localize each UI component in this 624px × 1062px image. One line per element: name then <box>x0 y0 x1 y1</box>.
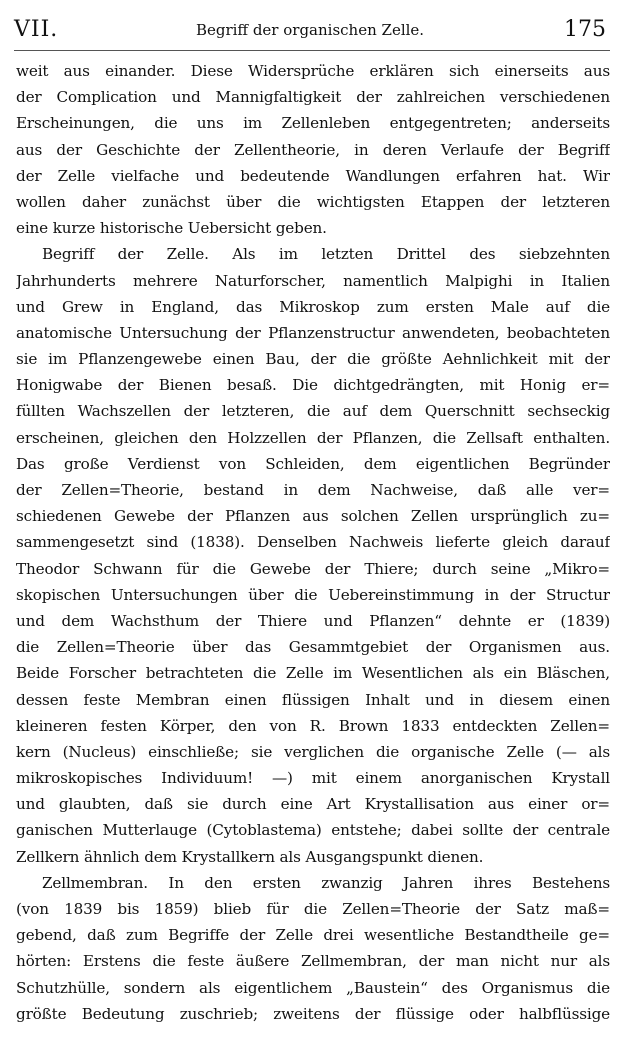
text-line: und glaubten, daß sie durch eine Art Krystallisation aus einer or= <box>16 795 610 814</box>
text-line: eine kurze historische Uebersicht geben. <box>16 219 327 238</box>
text-line: skopischen Untersuchungen über die Uebereinstimmung in der Structur <box>16 585 610 604</box>
text-line: die Zellen=Theorie über das Gesammtgebiet der Organismen aus. <box>16 638 610 657</box>
text-line: Erscheinungen, die uns im Zellenleben entgegentreten; anderseits <box>16 114 610 133</box>
text-line: sie im Pflanzengewebe einen Bau, der die größte Aehnlichkeit mit der <box>16 350 610 369</box>
text-line: Honigwabe der Bienen besaß. Die dichtgedrängten, mit Honig er= <box>16 376 610 395</box>
text-line: gebend, daß zum Begriffe der Zelle drei wesentliche Bestandtheile ge= <box>16 926 610 945</box>
body-text <box>16 58 610 1027</box>
text-line: füllten Wachszellen der letzteren, die auf dem Querschnitt sechseckig <box>16 402 610 421</box>
text-line: schiedenen Gewebe der Pflanzen aus solchen Zellen ursprünglich zu= <box>16 507 610 526</box>
text-line: anatomische Untersuchung der Pflanzenstructur anwendeten, beobachteten <box>16 323 610 342</box>
text-line: sammengesetzt sind (1838). Denselben Nachweis lieferte gleich darauf <box>16 533 610 552</box>
chapter-number: VII. <box>14 17 59 42</box>
paragraph-start-zellmembran: Zellmembran. In den ersten zwanzig Jahren ihres Bestehens <box>42 873 610 892</box>
text-line: der Zelle vielfache und bedeutende Wandlungen erfahren hat. Wir <box>16 166 610 185</box>
text-line: der Complication und Mannigfaltigkeit der zahlreichen verschiedenen <box>16 88 610 107</box>
text-line: Beide Forscher betrachteten die Zelle im Wesentlichen als ein Bläschen, <box>16 664 610 683</box>
text-line: der Zellen=Theorie, bestand in dem Nachweise, daß alle ver= <box>16 481 610 499</box>
running-header <box>14 14 606 46</box>
text-line: Schutzhülle, sondern als eigentlichem „Baustein“ des Organismus die <box>16 978 610 997</box>
text-line: größte Bedeutung zuschrieb; zweitens der flüssige oder halbflüssige <box>16 1004 610 1023</box>
text-line: ganischen Mutterlauge (Cytoblastema) entstehe; dabei sollte der centrale <box>16 821 610 840</box>
text-line: und Grew in England, das Mikroskop zum ersten Male auf die <box>16 297 610 316</box>
text-line: aus der Geschichte der Zellentheorie, in deren Verlaufe der Begriff <box>16 140 610 159</box>
text-line: dessen feste Membran einen flüssigen Inhalt und in diesem einen <box>16 690 610 709</box>
text-line: Theodor Schwann für die Gewebe der Thiere; durch seine „Mikro= <box>16 559 610 578</box>
text-line: Zellkern ähnlich dem Krystallkern als Ausgangspunkt dienen. <box>16 847 484 866</box>
text-line: und dem Wachsthum der Thiere und Pflanzen“ dehnte er (1839) <box>16 611 610 630</box>
page-number: 175 <box>564 17 606 42</box>
text-line: Das große Verdienst von Schleiden, dem eigentlichen Begründer <box>16 454 610 473</box>
text-line: wollen daher zunächst über die wichtigsten Etappen der letzteren <box>16 192 610 211</box>
text-line: hörten: Erstens die feste äußere Zellmembran, der man nicht nur als <box>16 952 610 971</box>
text-line: (von 1839 bis 1859) blieb für die Zellen=Theorie der Satz maß= <box>16 900 610 918</box>
text-line: weit aus einander. Diese Widersprüche erklären sich einerseits aus <box>16 62 610 80</box>
running-title: Begriff der organischen Zelle. <box>195 21 425 39</box>
text-line: Jahrhunderts mehrere Naturforscher, namentlich Malpighi in Italien <box>16 271 610 290</box>
text-line: mikroskopisches Individuum! —) mit einem anorganischen Krystall <box>16 769 610 788</box>
text-line: kern (Nucleus) einschließe; sie verglichen die organische Zelle (— als <box>16 742 610 761</box>
text-line: kleineren festen Körper, den von R. Brown 1833 entdeckten Zellen= <box>16 716 610 735</box>
header-rule <box>14 50 610 51</box>
text-line: erscheinen, gleichen den Holzzellen der Pflanzen, die Zellsaft enthalten. <box>16 428 610 447</box>
paragraph-start-begriff: Begriff der Zelle. Als im letzten Drittel des siebzehnten <box>42 245 610 264</box>
